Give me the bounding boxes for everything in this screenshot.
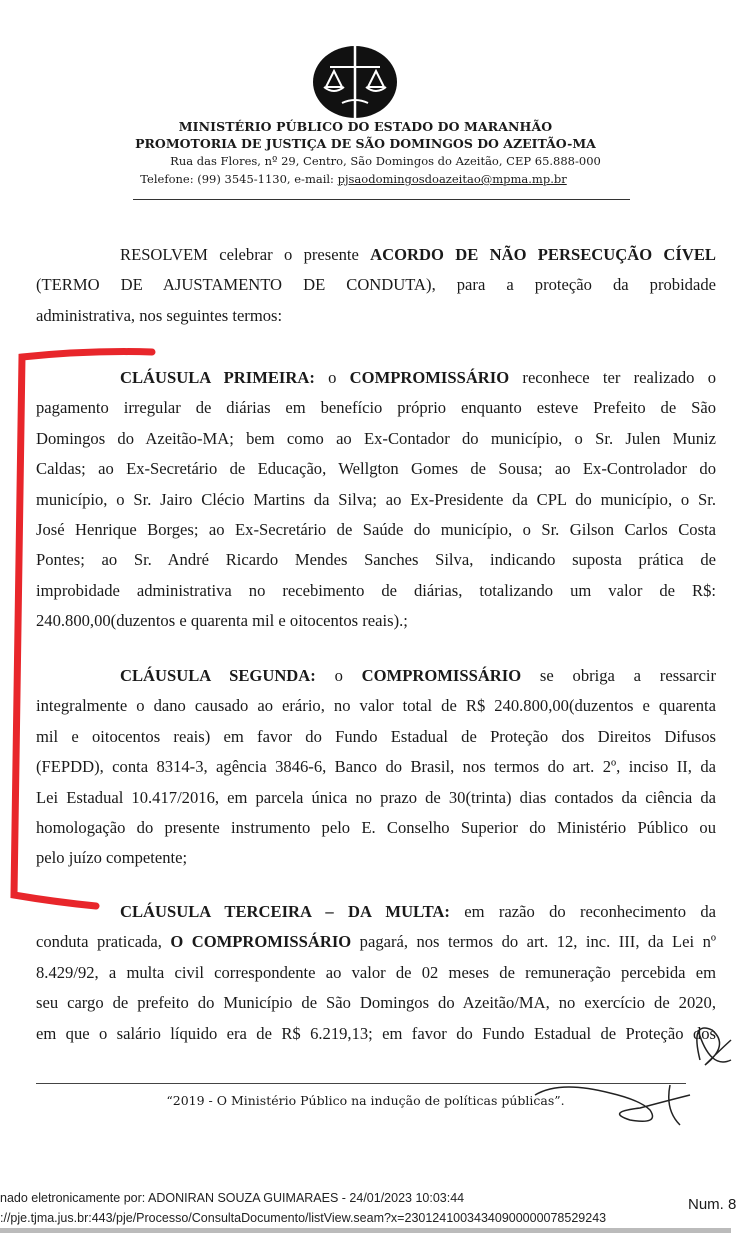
text-line [36,301,716,331]
footer-divider [36,1083,686,1084]
document-url[interactable]: ://pje.tjma.jus.br:443/pje/Processo/ConsultaDocumento/listView.seam?x=23012410034340900000078529243 [0,1211,607,1225]
bold-text: COMPROMISSÁRIO [349,368,510,387]
text-segment: mil e oitocentos reais) em favor do Fundo Estadual de Proteção dos Direitos Difusos [36,726,716,746]
text-line [36,661,716,691]
bottom-scrollbar [0,1228,731,1233]
text-segment: reconhece ter realizado o [509,368,716,387]
text-line [36,813,716,843]
text-segment: seu cargo de prefeito do Município de São Domingos do Azeitão/MA, no exercício de 2020, [36,993,716,1013]
clause-third [36,897,716,1049]
office-contact [0,172,719,186]
text-line [36,691,716,721]
text-line [36,454,716,484]
text-segment: em que o salário líquido era de R$ 6.219,13; em favor do Fundo Estadual de Proteção dos [36,1023,716,1043]
text-segment: integralmente o dano causado ao erário, no valor total de R$ 240.800,00(duzentos e quarenta [36,696,716,716]
text-segment: município, o Sr. Jairo Clécio Martins da Silva; ao Ex-Presidente da CPL do município, o Sr. [36,489,716,509]
text-line [36,927,716,957]
bold-text: COMPROMISSÁRIO [361,666,522,685]
text-segment: pelo juízo competente; [36,848,188,868]
office-name: PROMOTORIA DE JUSTIÇA DE SÃO DOMINGOS DO AZEITÃO-MA [135,136,596,151]
text-line [36,240,716,270]
text-line [36,424,716,454]
text-line [36,752,716,782]
text-segment: 8.429/92, a multa civil correspondente ao valor de 02 meses de remuneração percebida em [36,962,716,982]
institution-name: MINISTÉRIO PÚBLICO DO ESTADO DO MARANHÃO [178,119,553,134]
text-segment: administrativa, nos seguintes termos: [36,305,283,325]
text-line [36,545,716,575]
clause-second [36,661,716,874]
bold-text: CLÁUSULA TERCEIRA – DA MULTA: [120,902,450,921]
email-link[interactable]: pjsaodomingosdoazeitao@mpma.mp.br [337,172,567,186]
text-segment: 240.800,00(duzentos e quarenta mil e oitocentos reais).; [36,611,408,631]
text-segment: José Henrique Borges; ao Ex-Secretário de Saúde do município, o Sr. Gilson Carlos Costa [36,519,716,539]
signature-info: nado eletronicamente por: ADONIRAN SOUZA GUIMARAES - 24/01/2023 10:03:44 [0,1191,465,1205]
text-line [36,606,716,636]
text-segment: o [314,368,350,387]
intro-paragraph [36,240,716,331]
text-line [36,988,716,1018]
text-segment: Caldas; ao Ex-Secretário de Educação, Wellgton Gomes de Sousa; ao Ex-Controlador do [36,459,716,479]
bold-text: O COMPROMISSÁRIO [170,932,352,952]
text-segment: se obriga a ressarcir [521,666,717,685]
bold-text: CLÁUSULA SEGUNDA: [120,666,316,685]
text-segment: pagará, nos termos do art. 12, inc. III, da Lei nº [351,932,717,952]
text-line [36,363,716,393]
text-line [36,576,716,606]
text-line [36,1019,716,1049]
text-line [36,515,716,545]
text-line [36,270,716,300]
text-segment: (TERMO DE AJUSTAMENTO DE CONDUTA), para a proteção da probidade [36,275,716,295]
text-line [36,783,716,813]
text-segment: em razão do reconhecimento da [449,902,716,921]
bold-text: CLÁUSULA PRIMEIRA: [120,368,315,387]
bold-text: ACORDO DE NÃO PERSECUÇÃO CÍVEL [370,245,716,264]
text-segment: Domingos do Azeitão-MA; bem como ao Ex-Contador do município, o Sr. Julen Muniz [36,428,716,448]
header-divider [133,199,630,200]
text-line [36,485,716,515]
scales-of-justice-logo [312,45,398,119]
text-segment: RESOLVEM celebrar o presente [120,245,371,264]
text-segment: pagamento irregular de diárias em benefício próprio enquanto esteve Prefeito de São [36,398,716,418]
text-segment: homologação do presente instrumento pelo E. Conselho Superior do Ministério Público ou [36,817,716,837]
office-address: Rua das Flores, nº 29, Centro, São Domingos do Azeitão, CEP 65.888-000 [170,154,601,168]
contact-phone: Telefone: (99) 3545-1130, e-mail: [140,172,338,186]
clause-first [36,363,716,637]
text-segment: Lei Estadual 10.417/2016, em parcela única no prazo de 30(trinta) dias contados da ciência da [36,787,716,807]
text-line [36,897,716,927]
text-segment: improbidade administrativa no recebimento de diárias, totalizando um valor de R$: [36,580,716,600]
text-line [36,393,716,423]
text-segment: conduta praticada, [36,932,171,952]
text-segment: o [315,666,362,685]
text-line [36,843,716,873]
text-segment: (FEPDD), conta 8314-3, agência 3846-6, Banco do Brasil, nos termos do art. 2º, inciso II, da [36,757,716,777]
text-line [36,958,716,988]
text-line [36,722,716,752]
text-segment: Pontes; ao Sr. André Ricardo Mendes Sanches Silva, indicando suposta prática de [36,550,716,570]
document-number: Num. 8 [688,1196,737,1213]
footer-slogan: “2019 - O Ministério Público na indução de políticas públicas”. [166,1093,565,1108]
